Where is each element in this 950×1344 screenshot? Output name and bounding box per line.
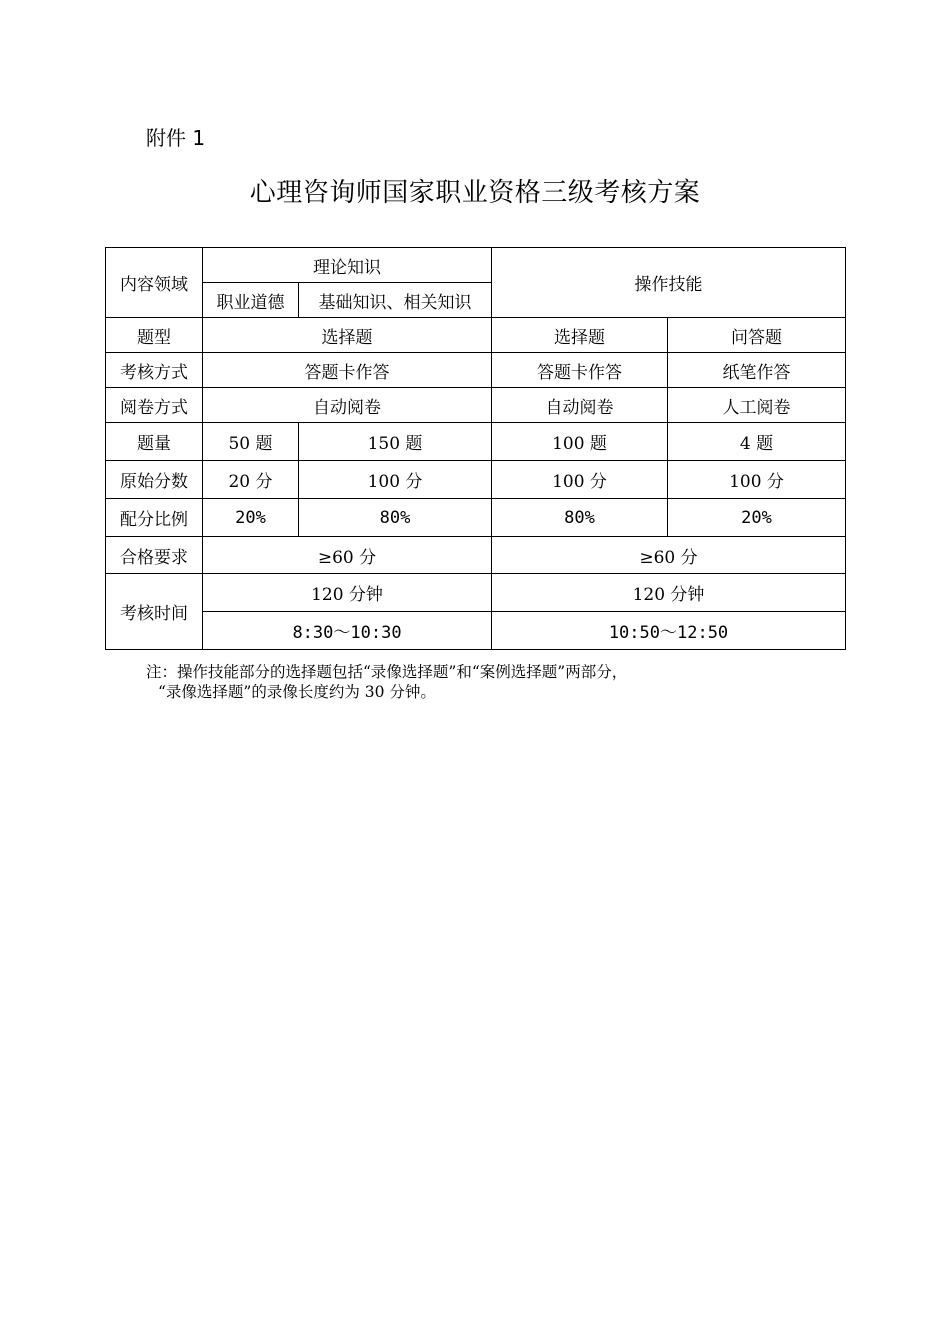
table-cell: 答题卡作答	[203, 353, 492, 388]
table-row	[106, 499, 846, 537]
table-cell: 100 题	[492, 423, 668, 461]
table-row	[106, 461, 846, 499]
table-cell: 20 分	[203, 461, 299, 499]
table-cell: 选择题	[203, 318, 492, 353]
table-cell: 100 分	[492, 461, 668, 499]
table-cell: 问答题	[668, 318, 846, 353]
table-cell: 50 题	[203, 423, 299, 461]
row-label: 考核时间	[106, 574, 203, 650]
table-cell: 选择题	[492, 318, 668, 353]
table-cell: 4 题	[668, 423, 846, 461]
footnote-line: “录像选择题”的录像长度约为 30 分钟。	[158, 683, 436, 701]
table-row	[106, 612, 846, 650]
row-label: 合格要求	[106, 537, 203, 574]
table-cell: 纸笔作答	[668, 353, 846, 388]
exam-plan-table	[105, 247, 846, 650]
table-cell: 自动阅卷	[203, 388, 492, 423]
row-label: 题量	[106, 423, 203, 461]
table-cell: 80%	[299, 499, 492, 537]
table-cell: ≥60 分	[203, 537, 492, 574]
table-cell: 20%	[203, 499, 299, 537]
row-label: 阅卷方式	[106, 388, 203, 423]
footnote-line: 注：操作技能部分的选择题包括“录像选择题”和“案例选择题”两部分，	[146, 663, 628, 681]
table-cell: 10:50～12:50	[492, 612, 846, 650]
table-cell: 自动阅卷	[492, 388, 668, 423]
table-cell: 100 分	[668, 461, 846, 499]
table-cell: 8:30～10:30	[203, 612, 492, 650]
ethics-header: 职业道德	[203, 283, 299, 318]
table-row	[106, 388, 846, 423]
row-label: 考核方式	[106, 353, 203, 388]
page-title: 心理咨询师国家职业资格三级考核方案	[249, 178, 701, 208]
table-cell: 答题卡作答	[492, 353, 668, 388]
row-label: 题型	[106, 318, 203, 353]
table-cell: 100 分	[299, 461, 492, 499]
table-cell: 150 题	[299, 423, 492, 461]
row-label: 配分比例	[106, 499, 203, 537]
table-row	[106, 423, 846, 461]
footnote	[146, 662, 627, 702]
row-label: 原始分数	[106, 461, 203, 499]
table-cell: 80%	[492, 499, 668, 537]
basic-related-header: 基础知识、相关知识	[299, 283, 492, 318]
theory-header: 理论知识	[203, 248, 492, 283]
table-row	[106, 537, 846, 574]
attachment-label: 附件 1	[146, 126, 206, 150]
table-cell: 20%	[668, 499, 846, 537]
table-cell: 120 分钟	[203, 574, 492, 612]
table-cell: ≥60 分	[492, 537, 846, 574]
content-area-label: 内容领域	[106, 248, 203, 318]
table-row	[106, 318, 846, 353]
table-row	[106, 248, 846, 283]
table-cell: 人工阅卷	[668, 388, 846, 423]
table-row	[106, 574, 846, 612]
table-cell: 120 分钟	[492, 574, 846, 612]
skills-header: 操作技能	[492, 248, 846, 318]
table-row	[106, 353, 846, 388]
